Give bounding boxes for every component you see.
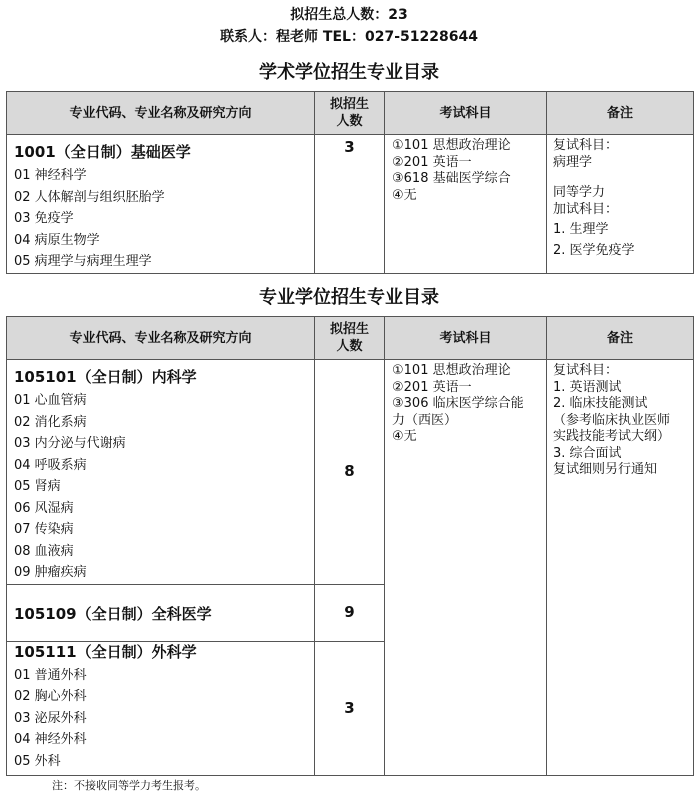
- count-cell: [315, 584, 385, 641]
- list-item: 02 消化系病: [14, 414, 87, 430]
- major-name: 105111（全日制）外科学: [14, 642, 197, 661]
- list-item: 05 肾病: [14, 479, 61, 494]
- list-item: 03 泌尿外科: [14, 710, 87, 726]
- col-count: [315, 92, 385, 135]
- list-item: 01 普通外科: [14, 667, 87, 683]
- note-item: 加试科目：: [553, 201, 619, 217]
- exam-item: ④无: [392, 187, 417, 203]
- exam-cell: [385, 135, 547, 274]
- major-name: 105101（全日制）内科学: [14, 368, 197, 386]
- note-cell: [547, 360, 694, 776]
- enroll-count: 3: [344, 698, 355, 717]
- note-item: 同等学力: [553, 185, 606, 200]
- note-item: 3. 综合面试: [553, 445, 622, 461]
- major-cell: [7, 584, 315, 641]
- list-item: 05 外科: [14, 753, 61, 769]
- professional-title: 专业学位招生专业目录: [259, 287, 439, 308]
- academic-table: [6, 91, 694, 274]
- major-name: 105109（全日制）全科医学: [14, 605, 212, 623]
- exam-item: ①101 思想政治理论: [392, 138, 511, 153]
- list-item: 02 胸心外科: [14, 689, 87, 704]
- academic-header-row: [7, 92, 694, 135]
- major-name: 1001（全日制）基础医学: [14, 143, 191, 161]
- exam-cell: [385, 360, 547, 776]
- exam-item: ②201 英语一: [392, 379, 472, 395]
- exam-item: ①101 思想政治理论: [392, 363, 511, 378]
- table-row: [7, 360, 694, 585]
- col-count: [315, 317, 385, 360]
- col-exams: 考试科目: [385, 92, 547, 135]
- note-item: （参考临床执业医师: [553, 412, 671, 428]
- academic-title: 学术学位招生专业目录: [259, 62, 439, 83]
- enroll-count: 3: [344, 138, 355, 156]
- note-item: 病理学: [553, 154, 593, 170]
- contact-info: 联系人：程老师 TEL：027-51228644: [220, 29, 478, 45]
- list-item: 01 神经科学: [14, 168, 87, 183]
- note-gap: [553, 171, 693, 185]
- professional-table: [6, 316, 694, 776]
- note-item: 1. 英语测试: [553, 379, 622, 395]
- note-item: 1. 生理学: [553, 222, 609, 237]
- table-row: [7, 135, 694, 274]
- col-count-label: 拟招生人数: [330, 322, 370, 354]
- list-item: 03 内分泌与代谢病: [14, 436, 126, 451]
- note-item: 复试细则另行通知: [553, 462, 658, 477]
- enroll-count: 8: [344, 462, 355, 481]
- list-item: 04 病原生物学: [14, 232, 100, 248]
- col-exams: 考试科目: [385, 317, 547, 360]
- major-cell: [7, 641, 315, 775]
- total-enrollment: 拟招生总人数：23: [290, 7, 408, 23]
- note-item: 复试科目：: [553, 363, 619, 378]
- major-cell: [7, 135, 315, 274]
- exam-item: ②201 英语一: [392, 154, 472, 170]
- note-cell: [547, 135, 694, 274]
- exam-item: 力（西医）: [392, 412, 458, 428]
- col-notes: 备注: [547, 317, 694, 360]
- col-major: 专业代码、专业名称及研究方向: [7, 92, 315, 135]
- col-major: 专业代码、专业名称及研究方向: [7, 317, 315, 360]
- col-notes: 备注: [547, 92, 694, 135]
- list-item: 09 肿瘤疾病: [14, 565, 87, 580]
- list-item: 08 血液病: [14, 543, 74, 559]
- exam-item: ③618 基础医学综合: [392, 171, 511, 186]
- note-item: 实践技能考试大纲）: [553, 429, 671, 444]
- count-cell: [315, 641, 385, 775]
- count-cell: [315, 360, 385, 585]
- professional-header-row: [7, 317, 694, 360]
- exam-item: ③306 临床医学综合能: [392, 396, 524, 411]
- list-item: 02 人体解剖与组织胚胎学: [14, 189, 165, 205]
- list-item: 04 呼吸系病: [14, 457, 87, 473]
- note-item: 2. 临床技能测试: [553, 396, 648, 411]
- col-count-label: 拟招生人数: [330, 97, 370, 129]
- note-item: 2. 医学免疫学: [553, 242, 635, 258]
- footnote: 注：不接收同等学力考生报考。: [52, 779, 206, 792]
- list-item: 06 风湿病: [14, 500, 74, 516]
- list-item: 03 免疫学: [14, 211, 74, 226]
- exam-item: ④无: [392, 429, 417, 444]
- list-item: 01 心血管病: [14, 393, 87, 408]
- list-item: 04 神经外科: [14, 732, 87, 747]
- note-item: 复试科目：: [553, 138, 619, 153]
- list-item: 05 病理学与病理生理学: [14, 254, 152, 269]
- list-item: 07 传染病: [14, 522, 74, 537]
- major-cell: [7, 360, 315, 585]
- count-cell: [315, 135, 385, 274]
- enroll-count: 9: [344, 603, 355, 621]
